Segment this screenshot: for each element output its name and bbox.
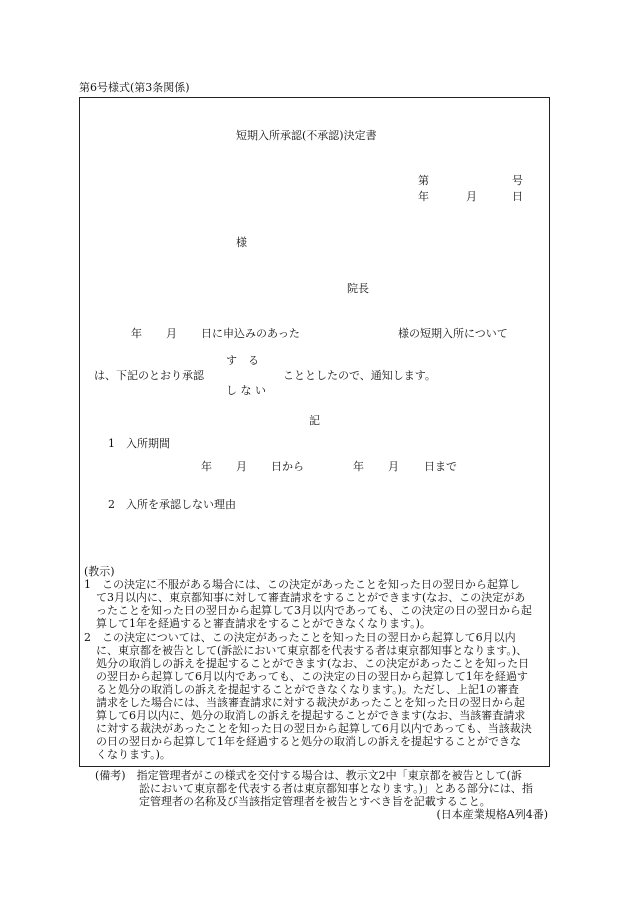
- instruction-2-line: 2 この決定については、この決定があったことを知った日の翌日から起算して6月以内: [84, 631, 516, 644]
- period-from-year: 年: [201, 460, 212, 473]
- decision-option-approve: す る: [226, 354, 259, 367]
- application-day-text: 日に申込みのあった: [201, 327, 300, 340]
- instruction-item-1: [84, 578, 548, 630]
- instruction-2-line: に対する裁決があったことを知った日の翌日から起算して6月以内であっても、当該裁決: [96, 722, 532, 735]
- instruction-2-line: の日の翌日から起算して1年を経過すると処分の取消しの訴えを提起することができな: [96, 735, 521, 748]
- document-title: 短期入所承認(不承認)決定書: [236, 129, 377, 142]
- instruction-2-line: くなります。)。: [96, 748, 171, 761]
- application-month: 月: [166, 327, 177, 340]
- instruction-1-line: ったことを知った日の翌日から起算して3月以内であっても、この決定の日の翌日から起: [96, 604, 532, 617]
- period-to-year: 年: [353, 460, 364, 473]
- application-subject-text: 様の短期入所について: [398, 327, 508, 340]
- decision-option-deny: し な い: [226, 384, 266, 397]
- remarks: [95, 769, 547, 808]
- ki-heading: 記: [309, 414, 320, 427]
- instruction-item-2: [84, 631, 548, 761]
- instruction-1-line: 算して1年を経過すると審査請求をすることができなくなります。)。: [96, 617, 431, 630]
- date-month: 月: [466, 190, 477, 203]
- period-from-month: 月: [236, 460, 247, 473]
- issuer-title: 院長: [347, 282, 369, 295]
- addressee-suffix: 様: [236, 236, 247, 249]
- item1-label: 1 入所期間: [108, 437, 170, 450]
- instruction-2-line: 請求をした場合には、当該審査請求に対する裁決があったことを知った日の翌日から起: [96, 696, 525, 709]
- instruction-2-line: の翌日から起算して6月以内であっても、この決定の日の翌日から起算して1年を経過す: [96, 670, 528, 683]
- decision-lead-text: は、下記のとおり承認: [94, 369, 204, 382]
- period-to-month: 月: [388, 460, 399, 473]
- date-day: 日: [512, 190, 523, 203]
- period-to-day: 日まで: [424, 460, 457, 473]
- remarks-line: 訟において東京都を代表する者は東京都知事となります。)」とある部分には、指: [95, 782, 533, 795]
- instruction-2-line: ると処分の取消しの訴えを提起することができなくなります。)。ただし、上記1の審査: [96, 683, 519, 696]
- instruction-1-line: 1 この決定に不服がある場合には、この決定があったことを知った日の翌日から起算し: [84, 578, 520, 591]
- instruction-2-line: に、東京都を被告として(訴訟において東京都を代表する者は東京都知事となります。)、: [96, 644, 528, 657]
- paper-size-footer: (日本産業規格A列4番): [436, 808, 548, 821]
- instruction-2-line: 処分の取消しの訴えを提起することができます(なお、この決定があったことを知った日: [96, 657, 530, 670]
- decision-tail-text: こととしたので、通知します。: [283, 369, 436, 382]
- instruction-1-line: て3月以内に、東京都知事に対して審査請求をすることができます(なお、この決定があ: [96, 591, 526, 604]
- remarks-line: (備考) 指定管理者がこの様式を交付する場合は、教示文2中「東京都を被告として(訴: [95, 769, 522, 782]
- number-prefix: 第: [418, 174, 429, 187]
- application-year: 年: [131, 327, 142, 340]
- instruction-heading: (教示): [84, 565, 115, 578]
- item2-label: 2 入所を承認しない理由: [108, 498, 236, 511]
- period-from-day: 日から: [271, 460, 304, 473]
- instruction-2-line: 算して6月以内に、処分の取消しの訴えを提起することができます(なお、当該審査請求: [96, 709, 526, 722]
- date-year: 年: [418, 190, 429, 203]
- remarks-line: 定管理者の名称及び当該指定管理者を被告とすべき旨を記載すること。: [95, 795, 491, 808]
- form-label: 第6号様式(第3条関係): [79, 81, 190, 94]
- number-suffix: 号: [512, 174, 523, 187]
